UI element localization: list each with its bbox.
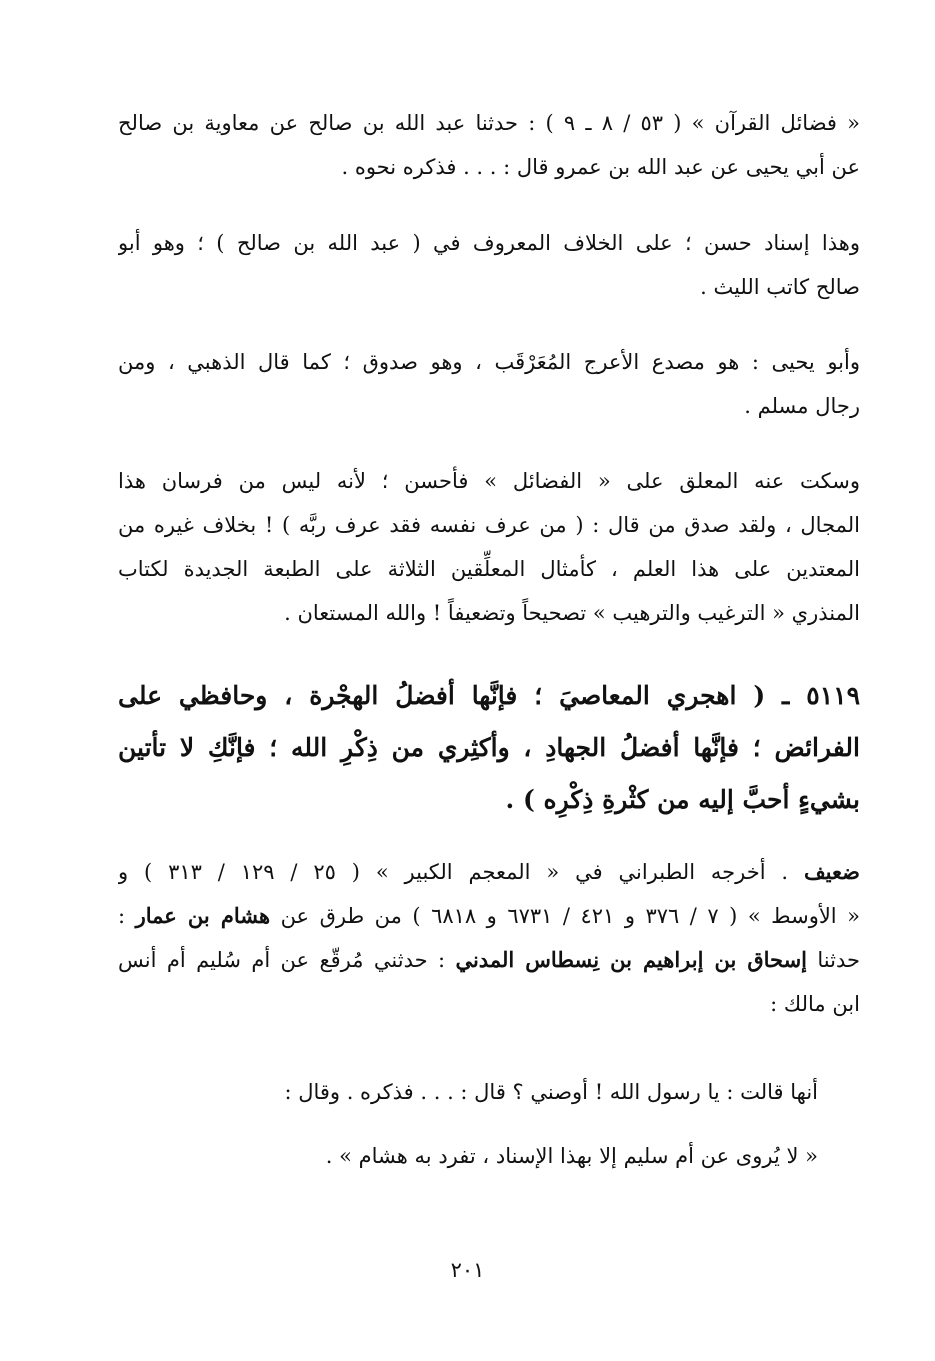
text-line: المنذري « الترغيب والترهيب » تصحيحاً وتضعيفاً ! والله المستعان . (284, 601, 860, 625)
text-fragment: : (118, 904, 136, 928)
quote-tabarani-remark (118, 1134, 818, 1178)
text-line: المجال ، ولقد صدق من قال : ( من عرف نفسه فقد عرف ربَّه ) ! بخلاف غيره من (118, 513, 860, 537)
hadith-line: الفرائض ؛ فإنَّها أفضلُ الجهادِ ، وأكثِري من ذِكْرِ الله ؛ فإنَّكِ لا تأتين (118, 733, 860, 762)
text-line (118, 938, 860, 982)
quote-narration (118, 1070, 818, 1114)
text-fragment: . أخرجه الطبراني في « المعجم الكبير » ( ٢٥ / ١٢٩ / ٣١٣ ) و (118, 860, 804, 884)
text-line: المعتدين على هذا العلم ، كأمثال المعلِّقين الثلاثة على الطبعة الجديدة لكتاب (118, 557, 860, 581)
text-line: صالح كاتب الليث . (700, 275, 860, 299)
text-fragment: « الأوسط » ( ٧ / ٣٧٦ و ٤٢١ / ٦٧٣١ و ٦٨١٨ ) من طرق عن (270, 904, 860, 928)
text-line: وسكت عنه المعلق على « الفضائل » فأحسن ؛ لأنه ليس من فرسان هذا (118, 469, 860, 493)
hadith-5119-text (118, 670, 860, 826)
text-line: « لا يُروى عن أم سليم إلا بهذا الإسناد ، تفرد به هشام » . (325, 1144, 818, 1168)
text-fragment: حدثنا (807, 948, 860, 972)
narrator-name: إسحاق بن إبراهيم بن نِسطاس المدني (455, 947, 808, 972)
text-fragment: : حدثني مُرقّع عن أم سُليم أم أنس (118, 948, 456, 972)
paragraph-isnad-assessment (118, 221, 860, 309)
paragraph-source-citation (118, 101, 860, 189)
paragraph-editor-critique (118, 459, 860, 635)
text-line: وأبو يحيى : هو مصدع الأعرج المُعَرْقَب ، وهو صدوق ؛ كما قال الذهبي ، ومن (118, 350, 860, 374)
page-number: ٢٠١ (450, 1258, 485, 1282)
narrator-name: هشام بن عمار (135, 903, 271, 928)
text-line: « فضائل القرآن » ( ٥٣ / ٨ ـ ٩ ) : حدثنا عبد الله بن صالح عن معاوية بن صالح (118, 111, 860, 135)
text-line: رجال مسلم . (744, 394, 860, 418)
grading-label: ضعيف (803, 859, 860, 884)
hadith-line: بشيءٍ أحبَّ إليه من كثْرةِ ذِكْرِه ) . (505, 785, 860, 814)
text-line: ابن مالك : (770, 992, 860, 1016)
text-line (118, 850, 860, 894)
text-line: أنها قالت : يا رسول الله ! أوصني ؟ قال : . . . فذكره . وقال : (284, 1080, 818, 1104)
text-line: وهذا إسناد حسن ؛ على الخلاف المعروف في ( عبد الله بن صالح ) ؛ وهو أبو (118, 231, 860, 255)
hadith-line: ٥١١٩ ـ ( اهجري المعاصيَ ؛ فإنَّها أفضلُ الهجْرة ، وحافظي على (118, 681, 860, 710)
text-line (118, 894, 860, 938)
text-line: عن أبي يحيى عن عبد الله بن عمرو قال : . . . فذكره نحوه . (341, 155, 860, 179)
paragraph-takhrij (118, 850, 860, 1026)
paragraph-narrator-note (118, 340, 860, 428)
